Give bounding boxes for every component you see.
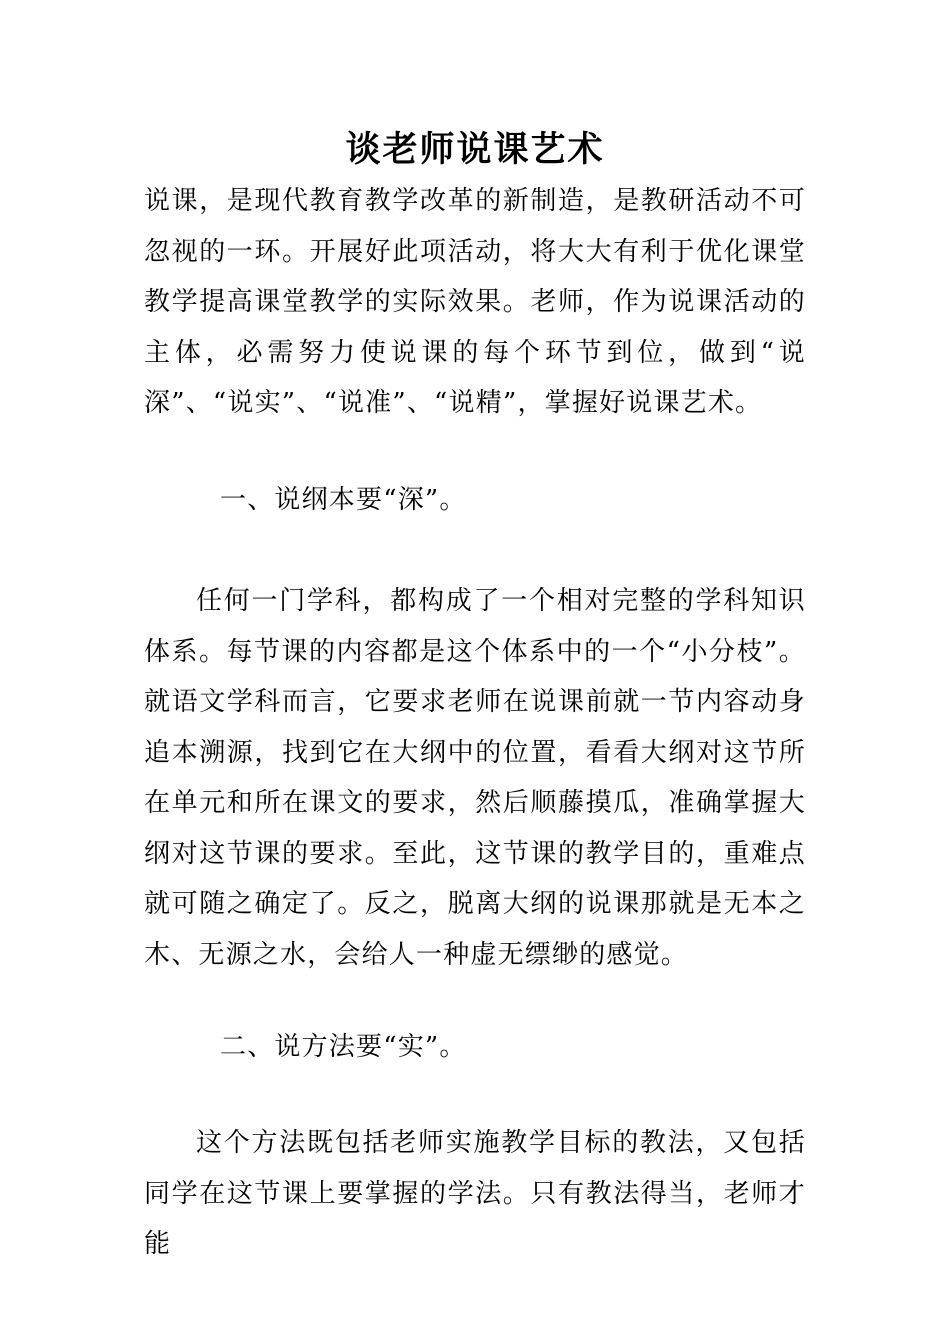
section-heading-2: 二、说方法要“实”。 [220, 1032, 467, 1062]
section-heading-1: 一、说纲本要“深”。 [220, 485, 467, 515]
document-title: 谈老师说课艺术 [345, 130, 605, 170]
section-paragraph-1: 任何一门学科，都构成了一个相对完整的学科知识体系。每节课的内容都是这个体系中的一个“小分枝”。就语文学科而言，它要求老师在说课前就一节内容动身追本溯源，找到它在大纲中的位置，看看大纲对这节所在单元和所在课文的要求，然后顺藤摸瓜，准确掌握大纲对这节课的要求。至此，这节课的教学目的，重难点就可随之确定了。反之，脱离大纲的说课那就是无本之木、无源之水，会给人一种虚无缥缈的感觉。 [144, 586, 806, 970]
intro-paragraph: 说课，是现代教育教学改革的新制造，是教研活动不可忽视的一环。开展好此项活动，将大大有利于优化课堂教学提高课堂教学的实际效果。老师，作为说课活动的主体，必需努力使说课的每个环节到位，做到“说深”、“说实”、“说准”、“说精”，掌握好说课艺术。 [144, 186, 806, 418]
section-paragraph-2: 这个方法既包括老师实施教学目标的教法，又包括同学在这节课上要掌握的学法。只有教法得当，老师才能 [144, 1128, 806, 1259]
